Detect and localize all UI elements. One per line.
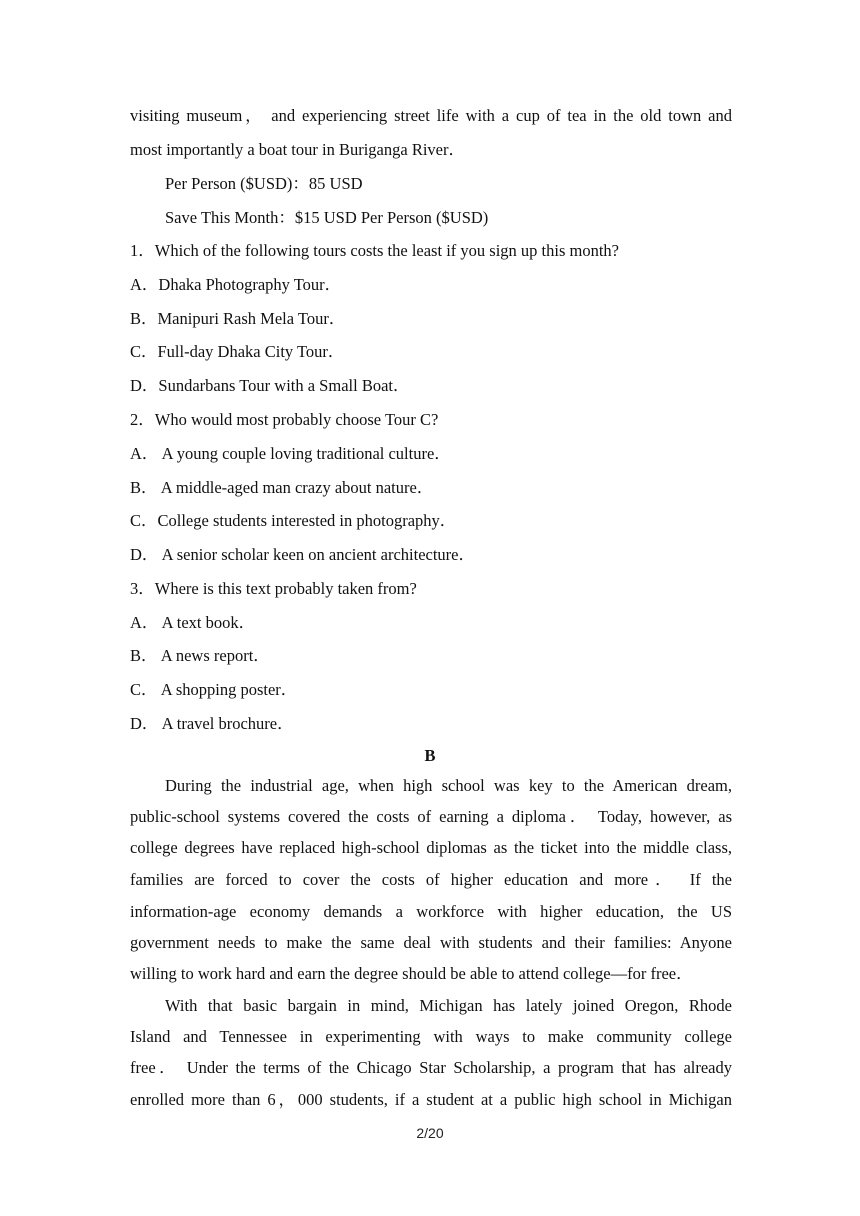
paragraph-2-line-3: free． Under the terms of the Chicago Star Scholarship, a program that has already (130, 1058, 732, 1077)
question-2-option-d: D． A senior scholar keen on ancient architecture． (130, 545, 476, 564)
paragraph-2-line-1: With that basic bargain in mind, Michigan has lately joined Oregon, Rhode (165, 996, 732, 1015)
paragraph-1-line-5: information-age economy demands a workforce with higher education, the US (130, 902, 732, 921)
question-3-stem: 3．Where is this text probably taken from? (130, 579, 417, 598)
page-number: 2/20 (416, 1125, 444, 1141)
paragraph-1-line-3: college degrees have replaced high-school diplomas as the ticket into the middle class, (130, 838, 732, 857)
question-1-option-b: B．Manipuri Rash Mela Tour． (130, 309, 346, 328)
paragraph-1-line-1: During the industrial age, when high school was key to the American dream, (165, 776, 732, 795)
savings-line: Save This Month：$15 USD Per Person ($USD) (165, 208, 489, 227)
paragraph-1-line-7: willing to work hard and earn the degree should be able to attend college—for free． (130, 964, 693, 983)
question-1-stem: 1．Which of the following tours costs the least if you sign up this month? (130, 241, 619, 260)
question-1-option-d: D．Sundarbans Tour with a Small Boat． (130, 376, 410, 395)
question-2-option-a: A． A young couple loving traditional culture． (130, 444, 451, 463)
question-3-option-d: D． A travel brochure． (130, 714, 294, 733)
question-2-stem: 2．Who would most probably choose Tour C? (130, 410, 439, 429)
paragraph-1-line-2: public-school systems covered the costs of earning a diploma． Today, however, as (130, 807, 732, 826)
intro-line-1: visiting museum， and experiencing street life with a cup of tea in the old town and (130, 106, 732, 125)
paragraph-2-line-4: enrolled more than 6，000 students, if a student at a public high school in Michigan (130, 1090, 732, 1109)
section-heading: B (424, 746, 436, 765)
intro-line-2: most importantly a boat tour in Buriganga River． (130, 140, 465, 159)
question-1-option-c: C．Full-day Dhaka City Tour． (130, 342, 345, 361)
question-2-option-b: B． A middle-aged man crazy about nature． (130, 478, 434, 497)
question-3-option-c: C． A shopping poster． (130, 680, 298, 699)
paragraph-2-line-2: Island and Tennessee in experimenting with ways to make community college (130, 1027, 732, 1046)
paragraph-1-line-4: families are forced to cover the costs of higher education and more． If the (130, 870, 732, 889)
question-3-option-b: B． A news report． (130, 646, 270, 665)
price-line: Per Person ($USD)：85 USD (165, 174, 363, 193)
question-3-option-a: A． A text book． (130, 613, 256, 632)
question-2-option-c: C．College students interested in photography． (130, 511, 457, 530)
paragraph-1-line-6: government needs to make the same deal with students and their families: Anyone (130, 933, 732, 952)
question-1-option-a: A．Dhaka Photography Tour． (130, 275, 342, 294)
